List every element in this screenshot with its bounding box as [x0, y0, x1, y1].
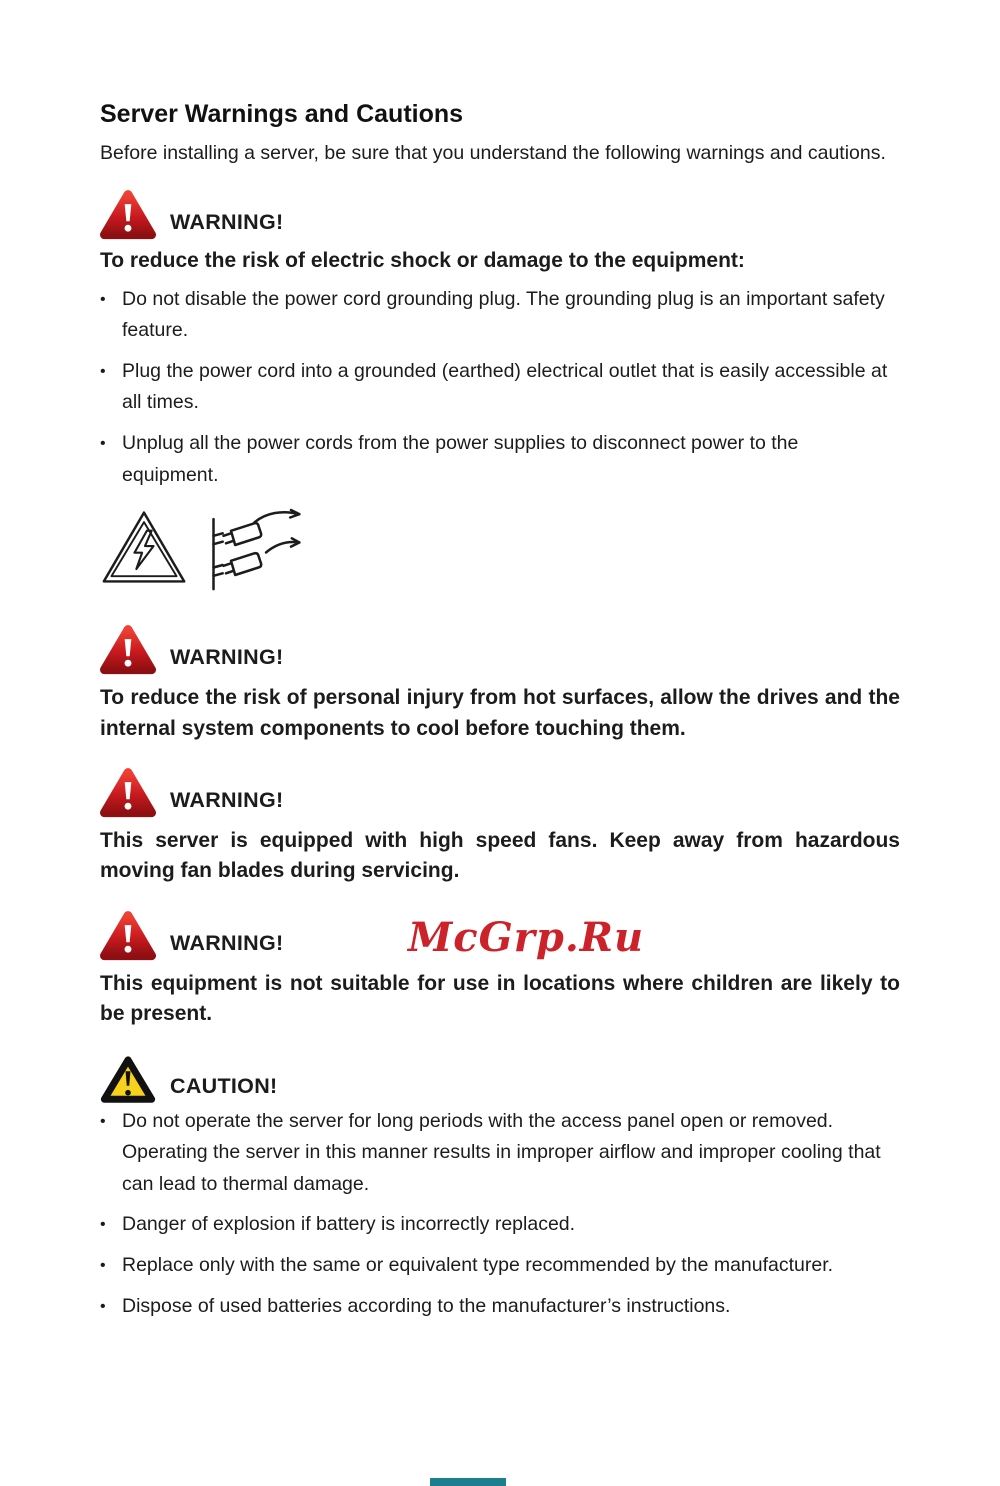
- bullet-marker: •: [100, 290, 106, 308]
- warning-triangle-icon: [100, 767, 156, 820]
- list-item: [100, 356, 900, 419]
- page-title: Server Warnings and Cautions: [100, 100, 464, 128]
- caution-triangle-icon: [100, 1054, 156, 1106]
- intro-text: Before installing a server, be sure that you understand the following warnings and cautions.: [100, 142, 886, 164]
- warning-header-fans: [100, 756, 900, 820]
- warning-label: WARNING!: [170, 645, 284, 670]
- list-item: [100, 1250, 900, 1282]
- warning-triangle-icon: [100, 189, 156, 242]
- warning-label: WARNING!: [170, 210, 284, 235]
- bullet-marker: •: [100, 1257, 106, 1275]
- footer-strip: [430, 1478, 506, 1486]
- bullet-marker: •: [100, 362, 106, 380]
- bullet-text: Replace only with the same or equivalent type recommended by the manufacturer.: [122, 1254, 834, 1277]
- bullet-text: Danger of explosion if battery is incorrectly replaced.: [122, 1213, 576, 1236]
- bullet-text: Dispose of used batteries according to the manufacturer’s instructions.: [122, 1294, 731, 1317]
- bullet-text: Do not operate the server for long periods with the access panel open or removed. Operating the server in this manner results in improper airflow and improper cooling that can lead to thermal damage.: [122, 1109, 881, 1195]
- unplug-power-cords-icon: [206, 507, 306, 593]
- warning-hot-surfaces-text: To reduce the risk of personal injury from hot surfaces, allow the drives and the internal system components to cool before touching them.: [100, 686, 900, 740]
- bullet-text: Do not disable the power cord grounding plug. The grounding plug is an important safety feature.: [122, 287, 885, 342]
- warning-header-children: [100, 899, 900, 963]
- bullet-text: Unplug all the power cords from the power supplies to disconnect power to the equipment.: [122, 431, 799, 486]
- list-item: [100, 428, 900, 491]
- bullet-marker: •: [100, 1216, 106, 1234]
- bullet-marker: •: [100, 434, 106, 452]
- warning-triangle-icon: [100, 910, 156, 963]
- caution-label: CAUTION!: [170, 1073, 278, 1098]
- warning-electric-bullets: [100, 284, 900, 491]
- warning-children-text: This equipment is not suitable for use in locations where children are likely to be present.: [100, 971, 900, 1026]
- warning-header-hot-surfaces: [100, 613, 900, 677]
- hazard-icons-row: [100, 507, 900, 603]
- list-item: [100, 1291, 900, 1323]
- watermark-text: McGrp.Ru: [408, 913, 645, 961]
- list-item: [100, 284, 900, 347]
- caution-header: [100, 1042, 900, 1106]
- warning-electric-heading: To reduce the risk of electric shock or damage to the equipment:: [100, 249, 745, 273]
- bullet-marker: •: [100, 1297, 106, 1315]
- warning-label: WARNING!: [170, 930, 284, 955]
- list-item: [100, 1209, 900, 1241]
- bullet-text: Plug the power cord into a grounded (earthed) electrical outlet that is easily accessible at all times.: [122, 359, 888, 414]
- electric-shock-hazard-icon: [100, 507, 188, 587]
- list-item: [100, 1106, 900, 1201]
- warning-triangle-icon: [100, 624, 156, 677]
- caution-bullets: [100, 1106, 900, 1322]
- warning-fans-text: This server is equipped with high speed fans. Keep away from hazardous moving fan blades during servicing.: [100, 828, 900, 883]
- bullet-marker: •: [100, 1112, 106, 1130]
- warning-header-electric: [100, 178, 900, 242]
- warning-label: WARNING!: [170, 787, 284, 812]
